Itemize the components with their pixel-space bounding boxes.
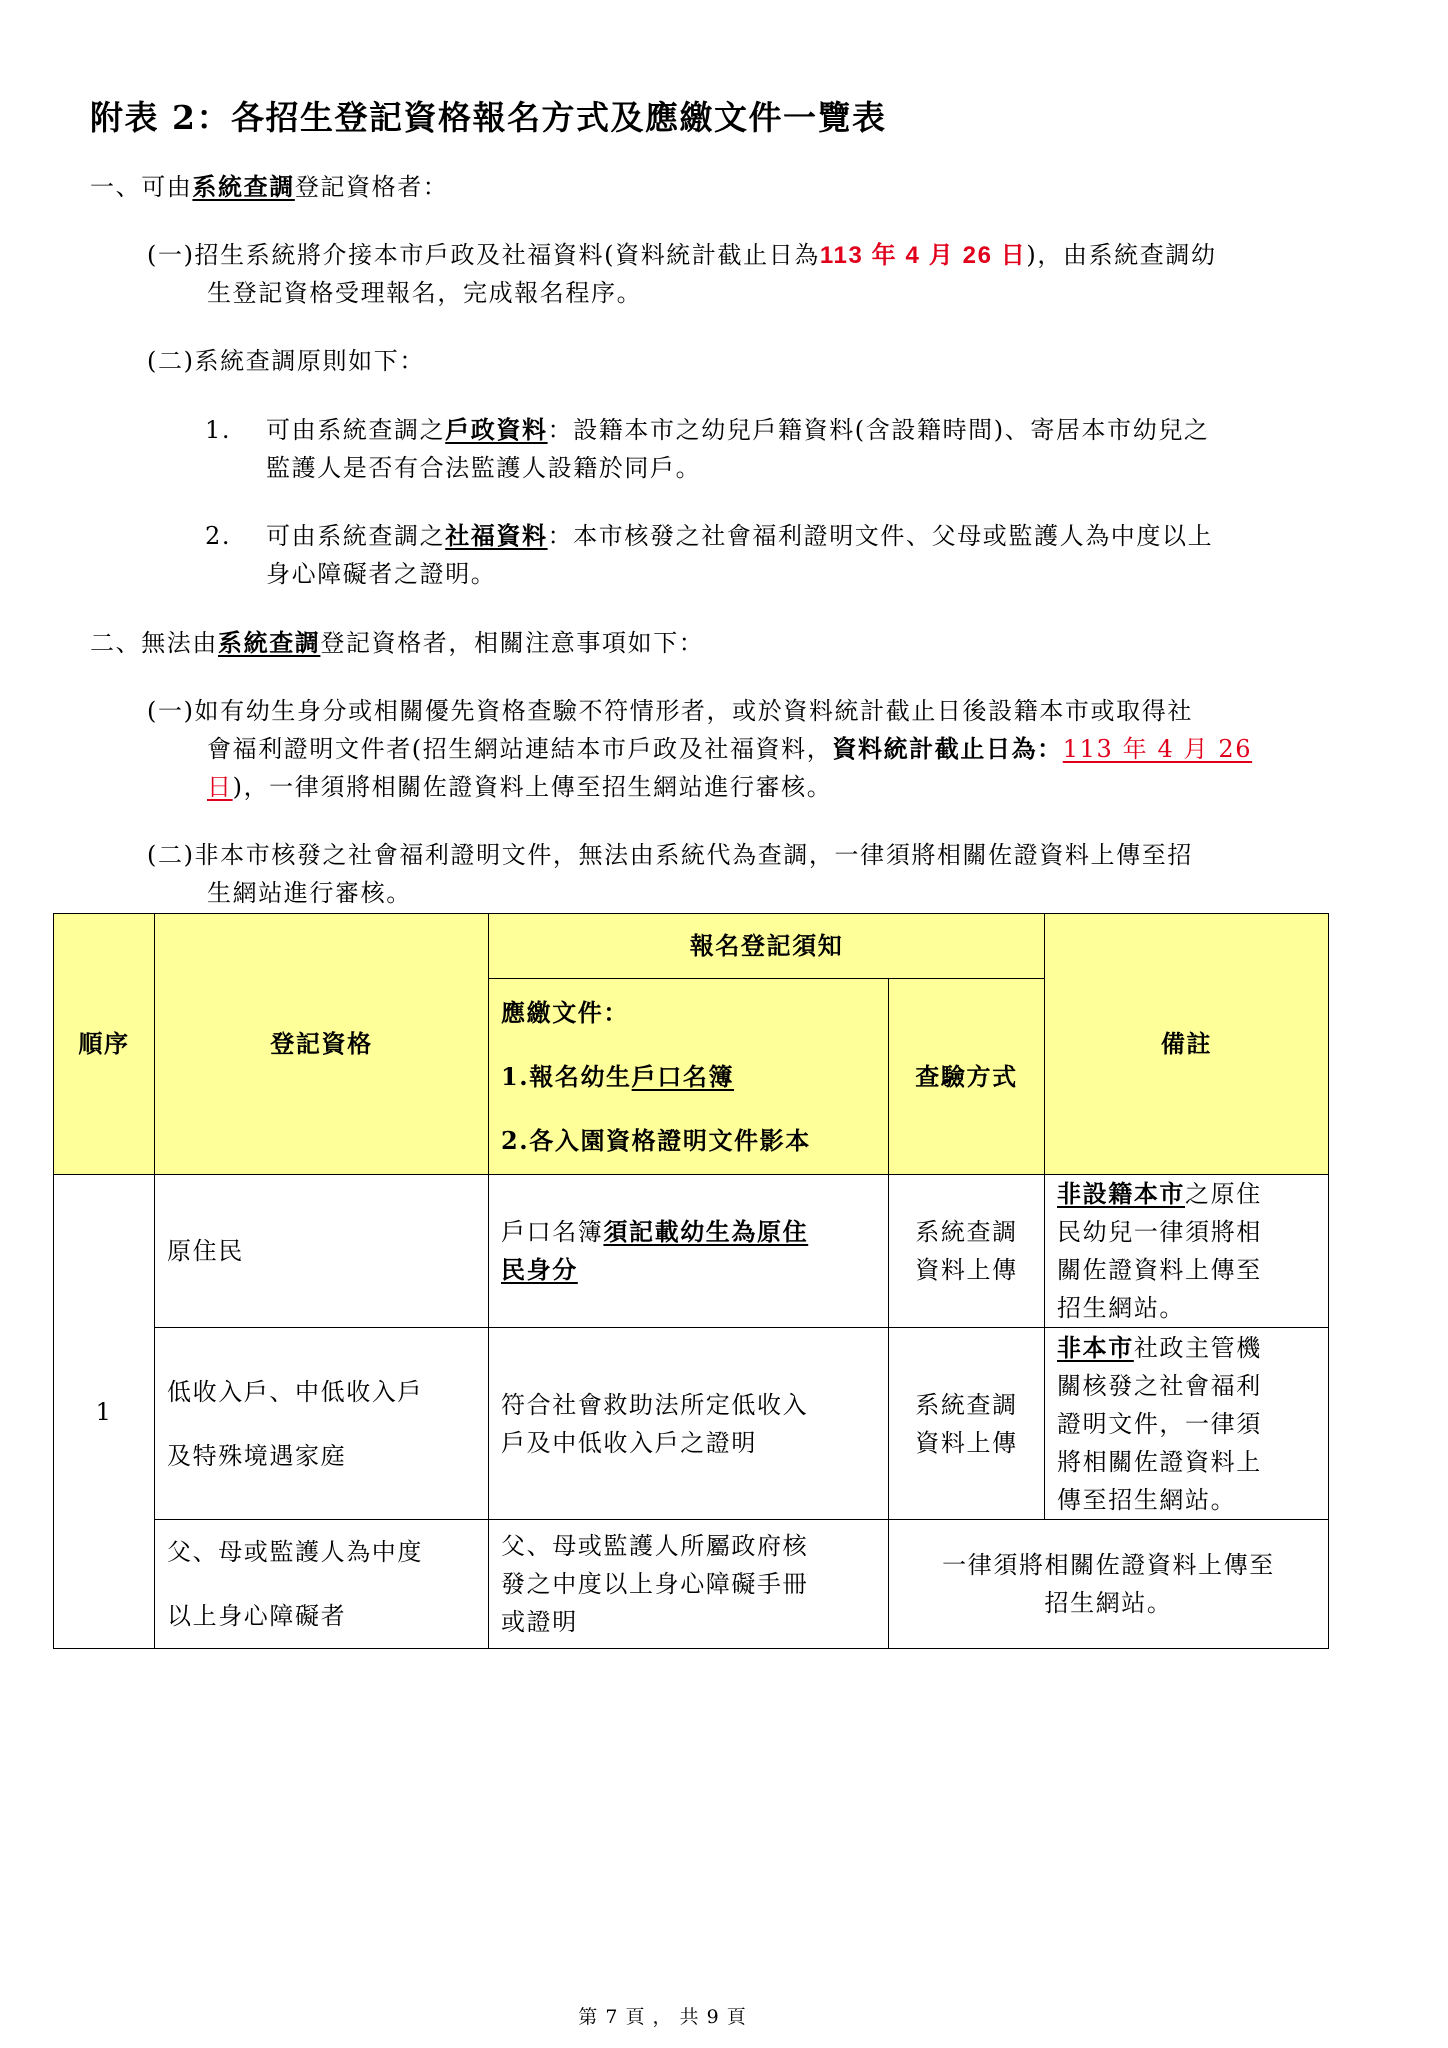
requirements-table — [53, 913, 1329, 1649]
sub-item-1-line-2: 監護人是否有合法監護人設籍於同戶。 — [266, 454, 702, 482]
section-2-item-1-line-3: 日)，一律須將相關佐證資料上傳至招生網站進行審核。 — [207, 773, 833, 801]
documents-low-income: 符合社會救助法所定低收入 戶及中低收入戶之證明 — [489, 1328, 889, 1520]
qualification-low-income: 低收入戶、中低收入戶 及特殊境遇家庭 — [155, 1328, 489, 1520]
header-registration-notice: 報名登記須知 — [489, 914, 1045, 979]
household-data-keyword: 戶政資料 — [445, 415, 548, 444]
documents-indigenous: 戶口名簿須記載幼生為原住 民身分 — [489, 1175, 889, 1328]
cutoff-date-2: 113 年 4 月 26 — [1062, 735, 1253, 763]
table-row — [54, 1520, 1329, 1649]
sub-item-1-number: 1. — [205, 416, 232, 444]
sub-item-1-line-1: 可由系統查調之戶政資料：設籍本市之幼兒戶籍資料(含設籍時間)、寄居本市幼兒之 — [266, 415, 1210, 444]
order-number: 1 — [54, 1175, 155, 1649]
header-required-documents: 應繳文件： 1.報名幼生戶口名簿 2.各入園資格證明文件影本 — [489, 979, 889, 1175]
page-title: 附表 2：各招生登記資格報名方式及應繳文件一覽表 — [90, 98, 887, 137]
merged-note-disability: 一律須將相關佐證資料上傳至 招生網站。 — [889, 1520, 1329, 1649]
sub-item-2-number: 2. — [205, 522, 232, 550]
section-2-item-2-line-2: 生網站進行審核。 — [207, 879, 412, 907]
header-order: 順序 — [54, 914, 155, 1175]
header-qualification: 登記資格 — [155, 914, 489, 1175]
documents-disability: 父、母或監護人所屬政府核 發之中度以上身心障礙手冊 或證明 — [489, 1520, 889, 1649]
table-header-row-1 — [54, 914, 1329, 979]
page-footer: 第 7 頁 ， 共 9 頁 — [578, 2006, 747, 2028]
section-1-item-1-line-2: 生登記資格受理報名，完成報名程序。 — [207, 279, 643, 307]
section-1-item-2: (二)系統查調原則如下： — [147, 347, 425, 375]
welfare-data-keyword: 社福資料 — [445, 521, 548, 550]
section-1-heading: 一、可由系統查調登記資格者： — [90, 172, 449, 201]
remark-low-income: 非本市社政主管機 關核發之社會福利 證明文件，一律須 將相關佐證資料上 傳至招生網站。 — [1045, 1328, 1329, 1520]
qualification-disability: 父、母或監護人為中度 以上身心障礙者 — [155, 1520, 489, 1649]
section-2-item-2-line-1: (二)非本市核發之社會福利證明文件，無法由系統代為查調，一律須將相關佐證資料上傳至招 — [147, 841, 1193, 869]
header-verification-method: 查驗方式 — [889, 979, 1045, 1175]
header-remark: 備註 — [1045, 914, 1329, 1175]
section-1-keyword: 系統查調 — [192, 172, 295, 201]
qualification-indigenous: 原住民 — [155, 1175, 489, 1328]
table-row — [54, 1328, 1329, 1520]
remark-indigenous: 非設籍本市之原住 民幼兒一律須將相 關佐證資料上傳至 招生網站。 — [1045, 1175, 1329, 1328]
sub-item-2-line-1: 可由系統查調之社福資料：本市核發之社會福利證明文件、父母或監護人為中度以上 — [266, 521, 1214, 550]
table-row — [54, 1175, 1329, 1328]
method-indigenous: 系統查調 資料上傳 — [889, 1175, 1045, 1328]
section-2-keyword: 系統查調 — [218, 628, 321, 657]
sub-item-2-line-2: 身心障礙者之證明。 — [266, 560, 497, 588]
method-low-income: 系統查調 資料上傳 — [889, 1328, 1045, 1520]
section-2-item-1-line-2: 會福利證明文件者(招生網站連結本市戶政及社福資料，資料統計截止日為：113 年 4 月 26 — [207, 734, 1253, 763]
section-2-item-1-line-1: (一)如有幼生身分或相關優先資格查驗不符情形者，或於資料統計截止日後設籍本市或取得社 — [147, 697, 1193, 725]
section-2-heading: 二、無法由系統查調登記資格者，相關注意事項如下： — [90, 628, 705, 657]
section-1-item-1-line-1: (一)招生系統將介接本市戶政及社福資料(資料統計截止日為113 年 4 月 26 日)，由系統查調幼 — [147, 241, 1217, 269]
cutoff-date: 113 年 4 月 26 日 — [819, 242, 1027, 269]
